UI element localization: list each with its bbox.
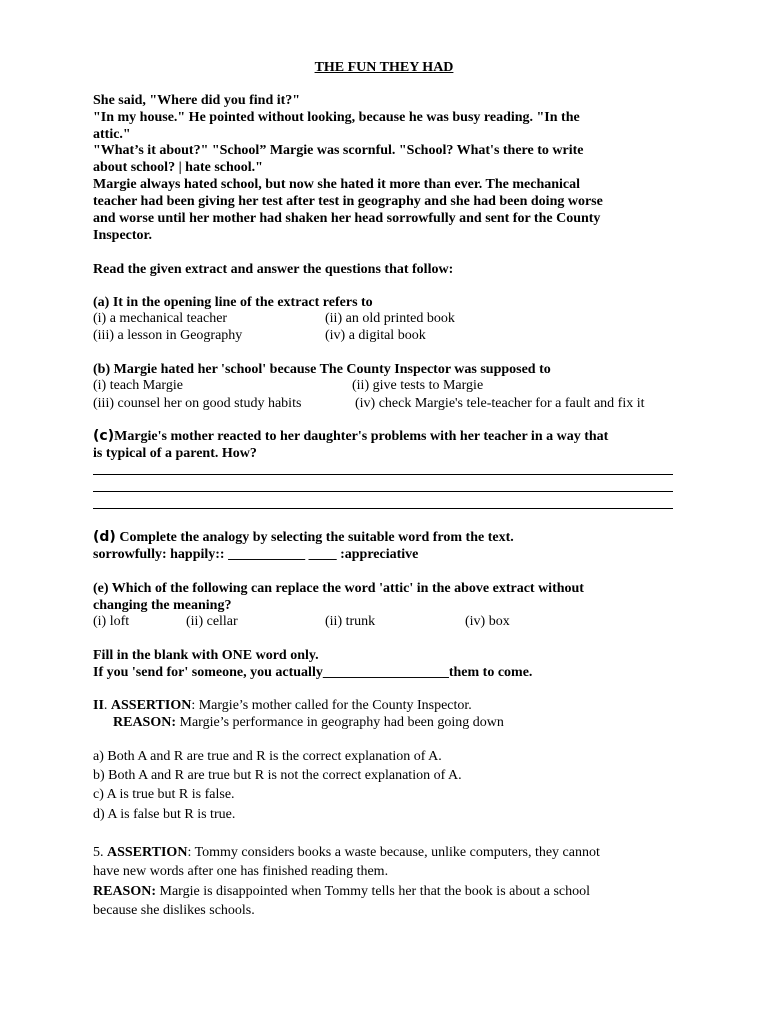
reason-text-cont: because she dislikes schools. bbox=[93, 903, 255, 918]
reason-text: Margie is disappointed when Tommy tells her that the book is about a school bbox=[156, 884, 591, 899]
assertion-text: : Tommy considers books a waste because, unlike computers, they cannot bbox=[187, 845, 600, 860]
passage-line: She said, "Where did you find it?" bbox=[93, 93, 301, 108]
assertion-text: : Margie’s mother called for the County Inspector. bbox=[191, 698, 472, 713]
question-2-number: II bbox=[93, 698, 104, 713]
question-e-line2: changing the meaning? bbox=[93, 598, 232, 613]
option-e-4: (iv) box bbox=[465, 614, 510, 629]
passage-line: Inspector. bbox=[93, 228, 152, 243]
question-2-dot: . bbox=[103, 698, 108, 713]
passage-line: about school? | hate school." bbox=[93, 160, 263, 175]
passage-line: and worse until her mother had shaken her head sorrowfully and sent for the County bbox=[93, 211, 601, 226]
answer-option: d) A is false but R is true. bbox=[93, 807, 236, 822]
instruction: Read the given extract and answer the questions that follow: bbox=[93, 262, 454, 277]
reason-text: Margie’s performance in geography had been going down bbox=[176, 715, 504, 730]
passage-line: attic." bbox=[93, 127, 131, 142]
option-e-1: (i) loft bbox=[93, 614, 130, 629]
question-b: (b) Margie hated her 'school' because The County Inspector was supposed to bbox=[93, 362, 551, 377]
answer-line bbox=[93, 474, 673, 475]
option-e-2: (ii) cellar bbox=[186, 614, 238, 629]
reason-label: REASON: bbox=[93, 884, 157, 899]
assertion-text-cont: have new words after one has finished reading them. bbox=[93, 864, 389, 879]
option-a-1: (i) a mechanical teacher bbox=[93, 311, 228, 326]
passage-line: "In my house." He pointed without looking, because he was busy reading. "In the bbox=[93, 110, 580, 125]
question-d-analogy: sorrowfully: happily:: ___________ ____ :appreciative bbox=[93, 547, 419, 562]
answer-option: b) Both A and R are true but R is not the correct explanation of A. bbox=[93, 768, 462, 783]
question-c bbox=[93, 428, 608, 445]
question-5-assertion bbox=[93, 844, 600, 861]
question-d-marker: (d) bbox=[93, 529, 116, 545]
option-b-4: (iv) check Margie's tele-teacher for a fault and fix it bbox=[355, 396, 645, 411]
passage-line: teacher had been giving her test after test in geography and she had been doing worse bbox=[93, 194, 603, 209]
answer-option: c) A is true but R is false. bbox=[93, 787, 235, 802]
answer-option: a) Both A and R are true and R is the correct explanation of A. bbox=[93, 749, 442, 764]
page-title: THE FUN THEY HAD bbox=[314, 60, 454, 75]
question-c-line2: is typical of a parent. How? bbox=[93, 446, 257, 461]
question-5-number: 5. bbox=[93, 845, 107, 860]
answer-line bbox=[93, 508, 673, 509]
passage-line: Margie always hated school, but now she hated it more than ever. The mechanical bbox=[93, 177, 581, 192]
passage-line: "What’s it about?" "School” Margie was scornful. "School? What's there to write bbox=[93, 143, 584, 158]
fill-instruction: Fill in the blank with ONE word only. bbox=[93, 648, 319, 663]
fill-question: If you 'send for' someone, you actually__________________them to come. bbox=[93, 665, 533, 680]
question-d bbox=[93, 529, 514, 546]
question-a: (a) It in the opening line of the extract refers to bbox=[93, 295, 373, 310]
option-b-2: (ii) give tests to Margie bbox=[352, 378, 484, 393]
answer-line bbox=[93, 491, 673, 492]
option-a-4: (iv) a digital book bbox=[325, 328, 426, 343]
question-c-marker: (c) bbox=[93, 428, 115, 444]
question-2-reason bbox=[113, 714, 504, 731]
assertion-label: ASSERTION bbox=[107, 845, 188, 860]
question-5-reason bbox=[93, 883, 590, 900]
question-2-assertion bbox=[93, 697, 472, 714]
reason-label: REASON: bbox=[113, 715, 177, 730]
question-d-text: Complete the analogy by selecting the suitable word from the text. bbox=[115, 530, 514, 545]
option-b-1: (i) teach Margie bbox=[93, 378, 183, 393]
option-e-3: (ii) trunk bbox=[325, 614, 376, 629]
assertion-label: ASSERTION bbox=[110, 698, 192, 713]
option-b-3: (iii) counsel her on good study habits bbox=[93, 396, 302, 411]
question-c-text: Margie's mother reacted to her daughter's problems with her teacher in a way that bbox=[114, 429, 609, 444]
option-a-3: (iii) a lesson in Geography bbox=[93, 328, 243, 343]
option-a-2: (ii) an old printed book bbox=[325, 311, 455, 326]
question-e: (e) Which of the following can replace the word 'attic' in the above extract without bbox=[93, 581, 584, 596]
